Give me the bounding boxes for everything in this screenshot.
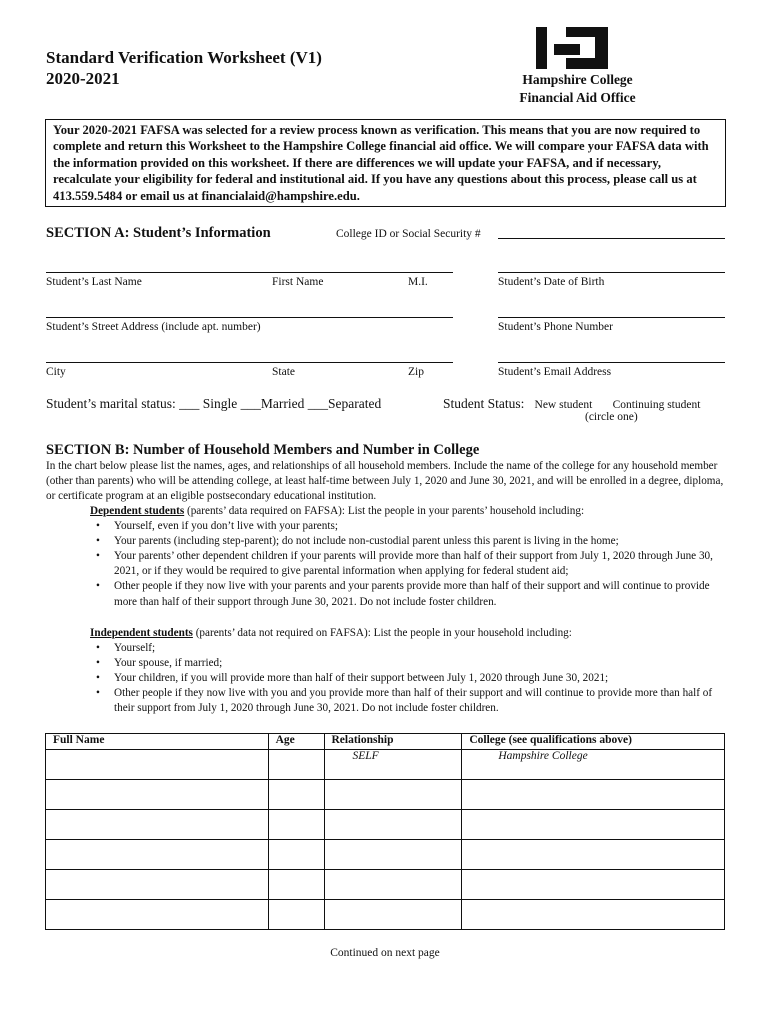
- cell-college[interactable]: [462, 870, 725, 900]
- cell-full-name[interactable]: [46, 900, 269, 930]
- table-row: [46, 870, 725, 900]
- continued-note: Continued on next page: [330, 947, 440, 959]
- email-label: Student’s Email Address: [498, 366, 612, 378]
- dob-label: Student’s Date of Birth: [498, 276, 605, 288]
- first-name-label: First Name: [272, 276, 324, 288]
- section-b-intro: In the chart below please list the names, ages, and relationships of all household members. Include the name of the college for any household member (other than parents) who will be attending college, at least half-time between July 1, 2020 and June 30, 2021, and will be enrolled in a degree, diploma, or certificate program at an eligible postsecondary educational institution.: [46, 460, 724, 503]
- list-item: • Your spouse, if married;: [90, 656, 730, 671]
- cell-age[interactable]: [268, 810, 324, 840]
- title-line-2: 2020-2021: [46, 69, 120, 88]
- circle-note: (circle one): [585, 411, 638, 423]
- list-item: • Yourself, even if you don’t live with your parents;: [90, 519, 730, 534]
- dependent-heading: [90, 504, 730, 519]
- id-field-line[interactable]: [498, 238, 725, 239]
- cell-full-name[interactable]: [46, 780, 269, 810]
- dependent-list: [90, 519, 730, 610]
- student-status: [443, 396, 700, 412]
- household-members-table: [45, 733, 725, 930]
- email-field-line[interactable]: [498, 362, 725, 363]
- cell-age[interactable]: [268, 840, 324, 870]
- list-item: • Yourself;: [90, 641, 730, 656]
- status-label: Student Status:: [443, 396, 525, 411]
- last-name-label: Student’s Last Name: [46, 276, 142, 288]
- header-full-name: Full Name: [46, 734, 269, 750]
- city-label: City: [46, 366, 66, 378]
- cell-age[interactable]: [268, 750, 324, 780]
- cell-full-name[interactable]: [46, 870, 269, 900]
- independent-block: [90, 626, 730, 717]
- dependent-label: Dependent students: [90, 505, 185, 517]
- cell-full-name[interactable]: [46, 750, 269, 780]
- cell-relationship[interactable]: [324, 810, 462, 840]
- header-college: College (see qualifications above): [462, 734, 725, 750]
- table-header-row: [46, 734, 725, 750]
- cell-college[interactable]: [462, 840, 725, 870]
- address-field-line[interactable]: [46, 317, 453, 318]
- worksheet-title: [46, 47, 322, 89]
- list-item: • Your parents’ other dependent children if your parents will provide more than half of their support from July 1, 2020 through June 30, 2021, or if they would be required to give parental information when applying for federal student aid;: [90, 549, 730, 579]
- table-row: [46, 780, 725, 810]
- marital-status[interactable]: Student’s marital status: ___ Single ___Married ___Separated: [46, 396, 382, 411]
- independent-label: Independent students: [90, 627, 193, 639]
- phone-label: Student’s Phone Number: [498, 321, 613, 333]
- cell-age[interactable]: [268, 780, 324, 810]
- cell-relationship[interactable]: [324, 780, 462, 810]
- cell-college[interactable]: [462, 810, 725, 840]
- cell-college[interactable]: Hampshire College: [462, 750, 725, 780]
- office-name: Financial Aid Office: [519, 90, 636, 105]
- id-label: College ID or Social Security #: [336, 228, 481, 240]
- verification-notice: Your 2020-2021 FAFSA was selected for a review process known as verification. This means that you are now required to complete and return this Worksheet to the Hampshire College financial aid office. We will compare your FAFSA data with the information provided on this worksheet. If there are differences we will update your FAFSA, and if necessary, recalculate your eligibility for federal and institutional aid. If you have any questions about this process, please call us at 413.559.5484 or email us at financialaid@hampshire.edu.: [45, 119, 726, 207]
- independent-heading: [90, 626, 730, 641]
- cell-relationship[interactable]: [324, 840, 462, 870]
- cell-relationship[interactable]: [324, 870, 462, 900]
- table-row: [46, 750, 725, 780]
- hampshire-college-logo: [536, 27, 616, 69]
- office-block: [500, 71, 655, 107]
- cell-full-name[interactable]: [46, 810, 269, 840]
- college-name: Hampshire College: [522, 72, 633, 87]
- title-line-1: Standard Verification Worksheet (V1): [46, 48, 322, 67]
- cell-age[interactable]: [268, 870, 324, 900]
- city-field-line[interactable]: [46, 362, 453, 363]
- section-a-title: SECTION A: Student’s Information: [46, 225, 271, 241]
- list-item: • Your children, if you will provide more than half of their support between July 1, 2020 through June 30, 2021;: [90, 671, 730, 686]
- status-continuing-student[interactable]: Continuing student: [612, 399, 701, 411]
- table-row: [46, 900, 725, 930]
- dob-field-line[interactable]: [498, 272, 725, 273]
- section-b-title: SECTION B: Number of Household Members and Number in College: [46, 442, 480, 458]
- dependent-block: [90, 504, 730, 610]
- zip-label: Zip: [408, 366, 424, 378]
- phone-field-line[interactable]: [498, 317, 725, 318]
- cell-full-name[interactable]: [46, 840, 269, 870]
- cell-college[interactable]: [462, 900, 725, 930]
- list-item: • Your parents (including step-parent); do not include non-custodial parent unless this parent is living in the home;: [90, 534, 730, 549]
- mi-label: M.I.: [408, 276, 428, 288]
- cell-relationship[interactable]: [324, 900, 462, 930]
- address-label: Student’s Street Address (include apt. number): [46, 321, 261, 333]
- independent-rest: (parents’ data not required on FAFSA): List the people in your household including:: [192, 627, 572, 639]
- independent-list: [90, 641, 730, 716]
- table-row: [46, 840, 725, 870]
- name-field-line[interactable]: [46, 272, 453, 273]
- dependent-rest: (parents’ data required on FAFSA): List the people in your parents’ household including:: [184, 505, 585, 517]
- header-relationship: Relationship: [324, 734, 462, 750]
- cell-college[interactable]: [462, 780, 725, 810]
- cell-age[interactable]: [268, 900, 324, 930]
- state-label: State: [272, 366, 295, 378]
- list-item: • Other people if they now live with your parents and your parents provide more than half of their support and will continue to provide more than half of their support through June 30, 2021. Do not include foster children.: [90, 579, 730, 609]
- status-new-student[interactable]: New student: [534, 399, 593, 411]
- cell-relationship[interactable]: SELF: [324, 750, 462, 780]
- header-age: Age: [268, 734, 324, 750]
- list-item: • Other people if they now live with you and you provide more than half of their support and will continue to provide more than half of their support from July 1, 2020 through June 30, 2021. Do not include foster children.: [90, 686, 730, 716]
- table-row: [46, 810, 725, 840]
